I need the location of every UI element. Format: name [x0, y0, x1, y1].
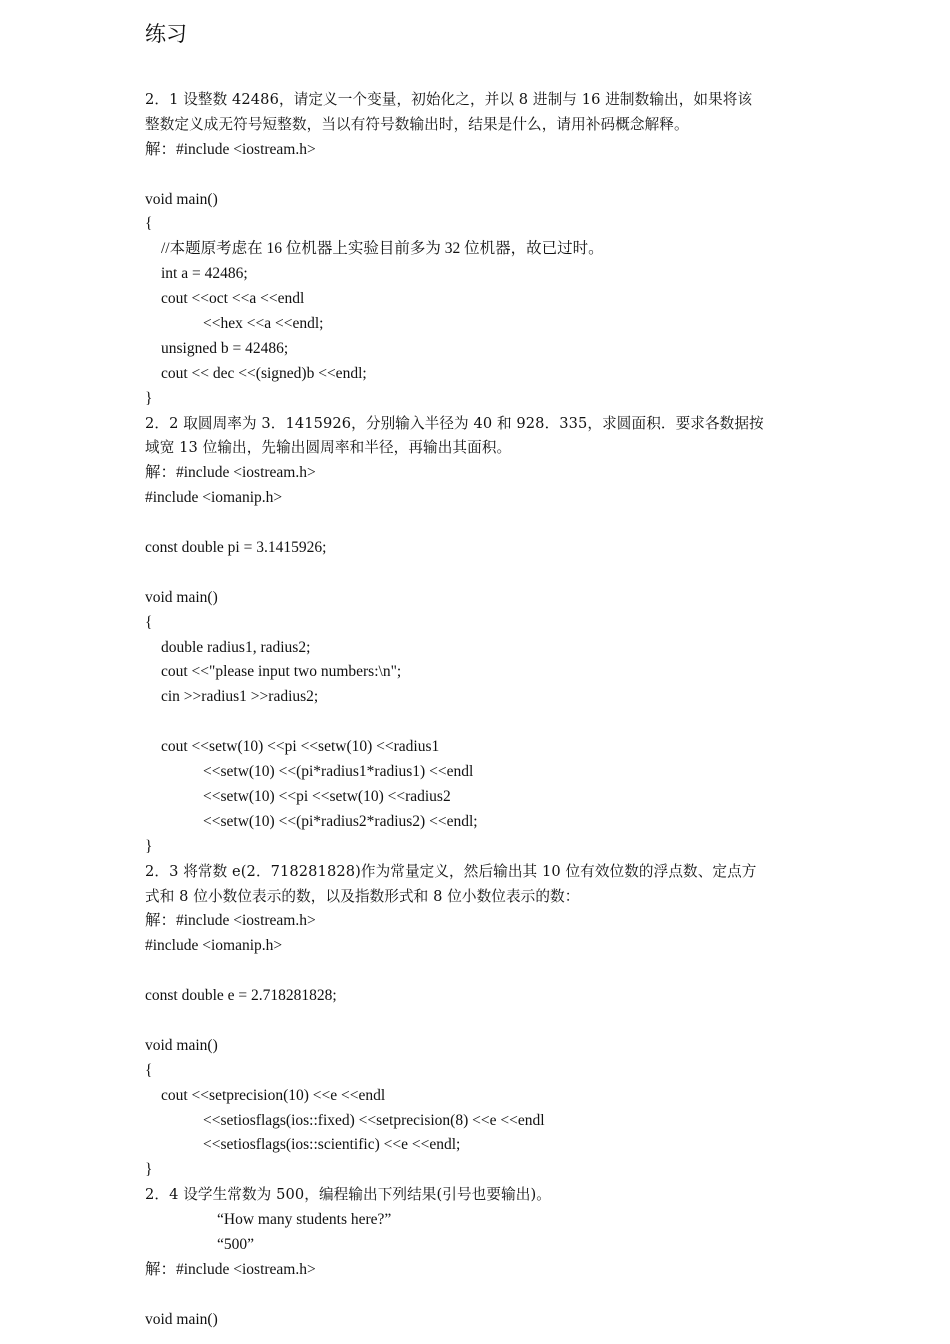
text-line: } — [145, 1161, 153, 1179]
blank-line — [145, 710, 825, 735]
text-line: { — [145, 215, 153, 233]
text-line: #include <iomanip.h> — [145, 489, 283, 507]
blank-line — [145, 511, 825, 536]
page-title: 练习 — [145, 22, 187, 46]
text-line: cout <<"please input two numbers:\n"; — [161, 663, 402, 681]
text-line: 2．1 设整数 42486，请定义一个变量，初始化之，并以 8 进制与 16 进制数输出，如果将该 — [145, 91, 753, 108]
text-line: “500” — [217, 1235, 255, 1253]
text-line: 2．4 设学生常数为 500，编程输出下列结果(引号也要输出)。 — [145, 1186, 551, 1204]
text-line: cout << dec <<(signed)b <<endl; — [161, 364, 367, 382]
text-line: } — [145, 837, 153, 855]
text-line: void main() — [145, 190, 218, 208]
text-line: 2．2 取圆周率为 3．1415926，分别输入半径为 40 和 928．335，求圆面积．要求各数据按 — [145, 414, 764, 432]
text-line: //本题原考虑在 16 位机器上实验目前多为 32 位机器，故已过时。 — [161, 240, 604, 258]
text-line: unsigned b = 42486; — [161, 339, 289, 357]
text-line: int a = 42486; — [161, 265, 248, 283]
text-line: 2．3 将常数 e(2．718281828)作为常量定义，然后输出其 10 位有效位数的浮点数、定点方 — [145, 862, 757, 880]
text-line: 整数定义成无符号短整数，当以有符号数输出时，结果是什么，请用补码概念解释。 — [145, 115, 689, 133]
text-line: cout <<setw(10) <<pi <<setw(10) <<radius1 — [161, 738, 440, 756]
blank-line — [145, 561, 825, 586]
document-body — [145, 88, 825, 1333]
text-line: { — [145, 613, 153, 631]
text-line: double radius1, radius2; — [161, 638, 311, 656]
blank-line — [145, 163, 825, 188]
text-line: <<hex <<a <<endl; — [203, 315, 324, 333]
blank-line — [145, 1283, 825, 1308]
blank-line — [145, 1009, 825, 1034]
text-line: 解：#include <iostream.h> — [145, 140, 316, 158]
text-line: cout <<setprecision(10) <<e <<endl — [161, 1086, 386, 1104]
text-line: void main() — [145, 588, 218, 606]
text-line: <<setw(10) <<pi <<setw(10) <<radius2 — [203, 787, 451, 805]
text-line: const double pi = 3.1415926; — [145, 539, 327, 557]
text-line: <<setw(10) <<(pi*radius1*radius1) <<endl — [203, 763, 474, 781]
text-line: cout <<oct <<a <<endl — [161, 290, 305, 308]
text-line: <<setw(10) <<(pi*radius2*radius2) <<endl; — [203, 812, 478, 830]
text-line: <<setiosflags(ios::scientific) <<e <<endl; — [203, 1136, 461, 1154]
text-line: void main() — [145, 1310, 218, 1328]
text-line: 式和 8 位小数位表示的数，以及指数形式和 8 位小数位表示的数： — [145, 887, 580, 905]
text-line: cin >>radius1 >>radius2; — [161, 688, 319, 706]
text-line: void main() — [145, 1036, 218, 1054]
text-line: 解：#include <iostream.h> — [145, 1260, 316, 1278]
text-line: <<setiosflags(ios::fixed) <<setprecision(8) <<e <<endl — [203, 1111, 545, 1129]
text-line: 域宽 13 位输出，先输出圆周率和半径，再输出其面积。 — [145, 439, 512, 457]
text-line: } — [145, 389, 153, 407]
text-line: const double e = 2.718281828; — [145, 987, 337, 1005]
text-line: #include <iomanip.h> — [145, 937, 283, 955]
text-line: 解：#include <iostream.h> — [145, 912, 316, 930]
blank-line — [145, 959, 825, 984]
text-line: 解：#include <iostream.h> — [145, 464, 316, 482]
text-line: “How many students here?” — [217, 1211, 392, 1229]
text-line: { — [145, 1061, 153, 1079]
